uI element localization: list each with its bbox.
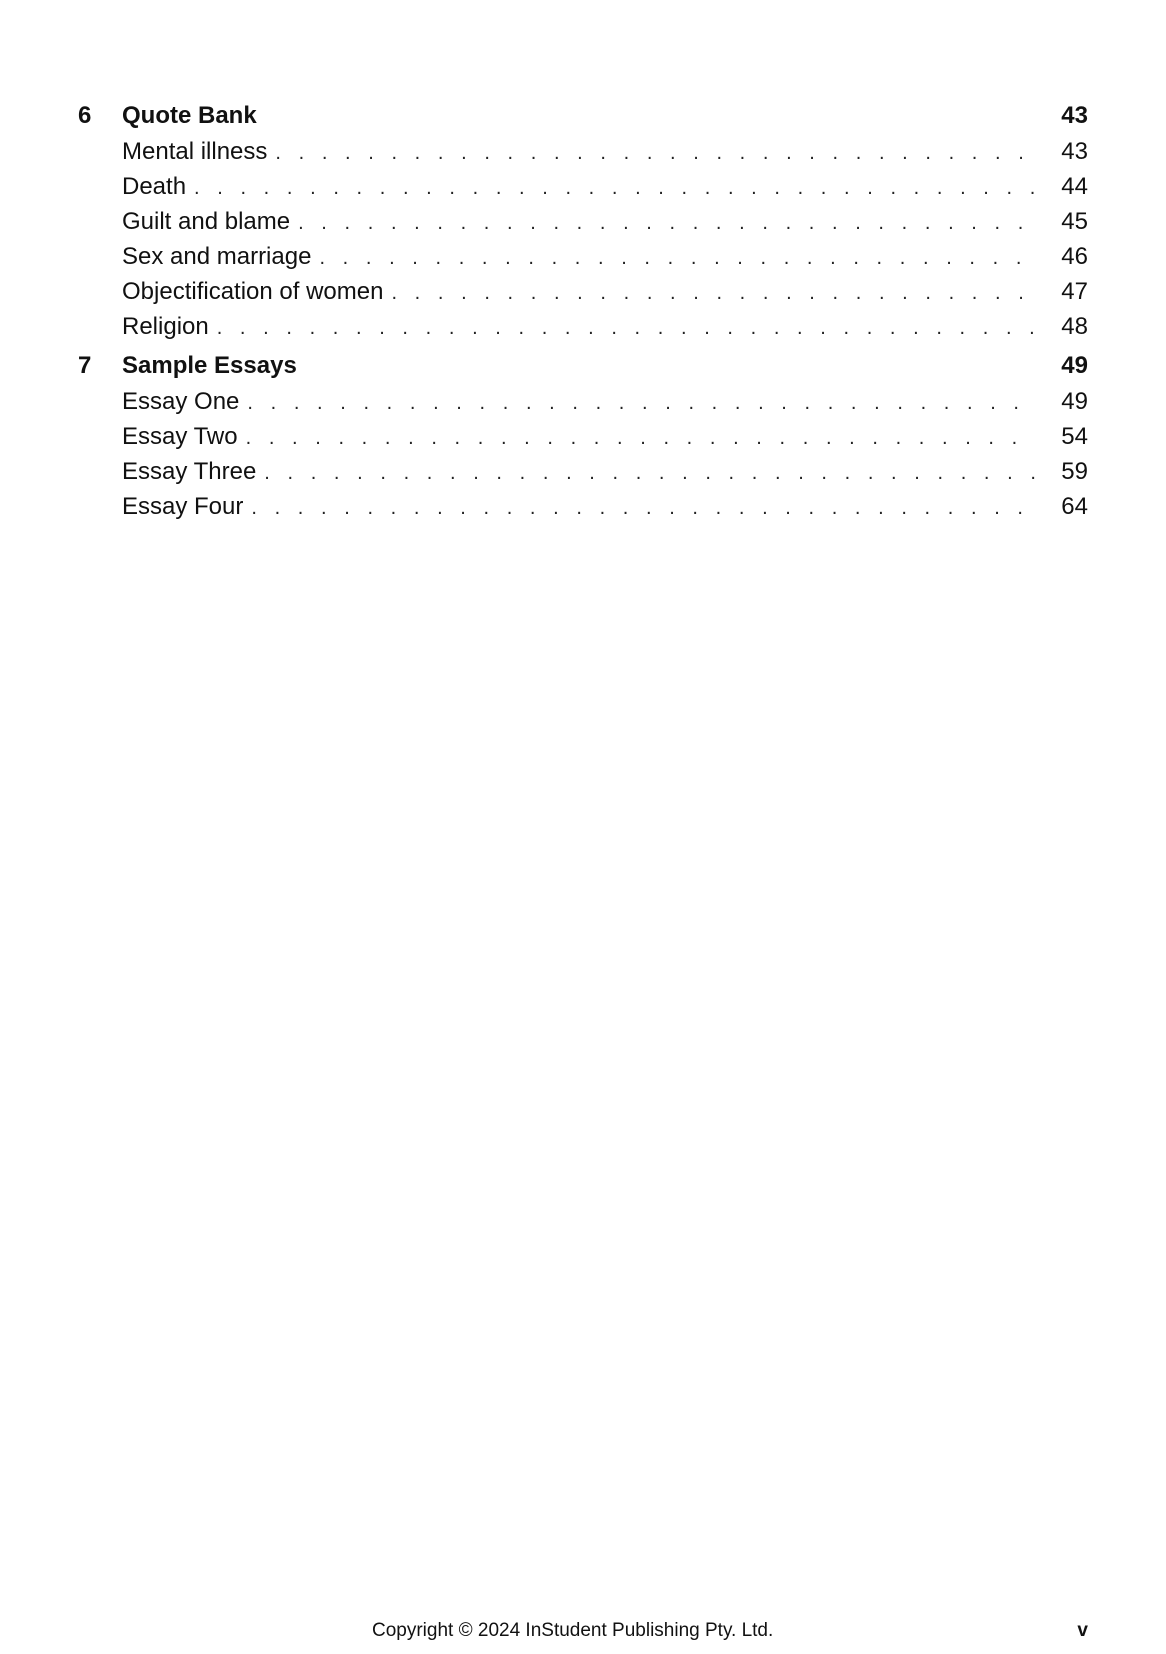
toc-chapter-6 <box>78 98 1088 344</box>
entry-page-number: 47 <box>1061 278 1088 305</box>
dot-leader <box>246 421 1036 456</box>
entry-page-number: 54 <box>1061 423 1088 450</box>
dot-leader <box>275 136 1036 171</box>
page-number: v <box>1077 1620 1088 1641</box>
entry-title: Essay Three <box>122 458 257 485</box>
entry-title: Sex and marriage <box>122 243 312 270</box>
toc-entry[interactable] <box>78 274 1088 309</box>
toc-entry[interactable] <box>78 384 1088 419</box>
dot-leader <box>319 241 1036 276</box>
toc-entry[interactable] <box>78 239 1088 274</box>
chapter-number: 7 <box>78 352 92 379</box>
dot-leader <box>298 206 1036 241</box>
toc-entry[interactable] <box>78 419 1088 454</box>
toc-entry[interactable] <box>78 309 1088 344</box>
entry-title: Essay Two <box>122 423 238 450</box>
copyright-notice: Copyright © 2024 InStudent Publishing Pty. Ltd. <box>372 1620 774 1641</box>
toc-entry[interactable] <box>78 454 1088 489</box>
dot-leader <box>247 386 1036 421</box>
toc-entry[interactable] <box>78 489 1088 524</box>
dot-leader <box>217 311 1036 346</box>
entry-page-number: 46 <box>1061 243 1088 270</box>
toc-entry[interactable] <box>78 169 1088 204</box>
table-of-contents <box>78 98 1088 528</box>
entry-title: Essay Four <box>122 493 244 520</box>
chapter-title: Sample Essays <box>122 352 297 379</box>
entry-page-number: 44 <box>1061 173 1088 200</box>
chapter-number: 6 <box>78 102 92 129</box>
chapter-title: Quote Bank <box>122 102 257 129</box>
dot-leader <box>194 171 1036 206</box>
entry-title: Objectification of women <box>122 278 384 305</box>
chapter-heading[interactable] <box>78 348 1088 384</box>
entry-page-number: 64 <box>1061 493 1088 520</box>
dot-leader <box>264 456 1036 491</box>
entry-title: Death <box>122 173 187 200</box>
toc-chapter-7 <box>78 348 1088 524</box>
entry-title: Essay One <box>122 388 240 415</box>
chapter-page-number: 49 <box>1061 352 1088 379</box>
dot-leader <box>251 491 1036 526</box>
entry-page-number: 49 <box>1061 388 1088 415</box>
toc-entry[interactable] <box>78 134 1088 169</box>
chapter-heading[interactable] <box>78 98 1088 134</box>
entry-title: Mental illness <box>122 138 268 165</box>
entry-page-number: 43 <box>1061 138 1088 165</box>
dot-leader <box>391 276 1036 311</box>
entry-page-number: 48 <box>1061 313 1088 340</box>
entry-page-number: 45 <box>1061 208 1088 235</box>
entry-page-number: 59 <box>1061 458 1088 485</box>
entry-title: Religion <box>122 313 209 340</box>
toc-entry[interactable] <box>78 204 1088 239</box>
entry-title: Guilt and blame <box>122 208 291 235</box>
page-footer <box>0 1616 1166 1646</box>
chapter-page-number: 43 <box>1061 102 1088 129</box>
